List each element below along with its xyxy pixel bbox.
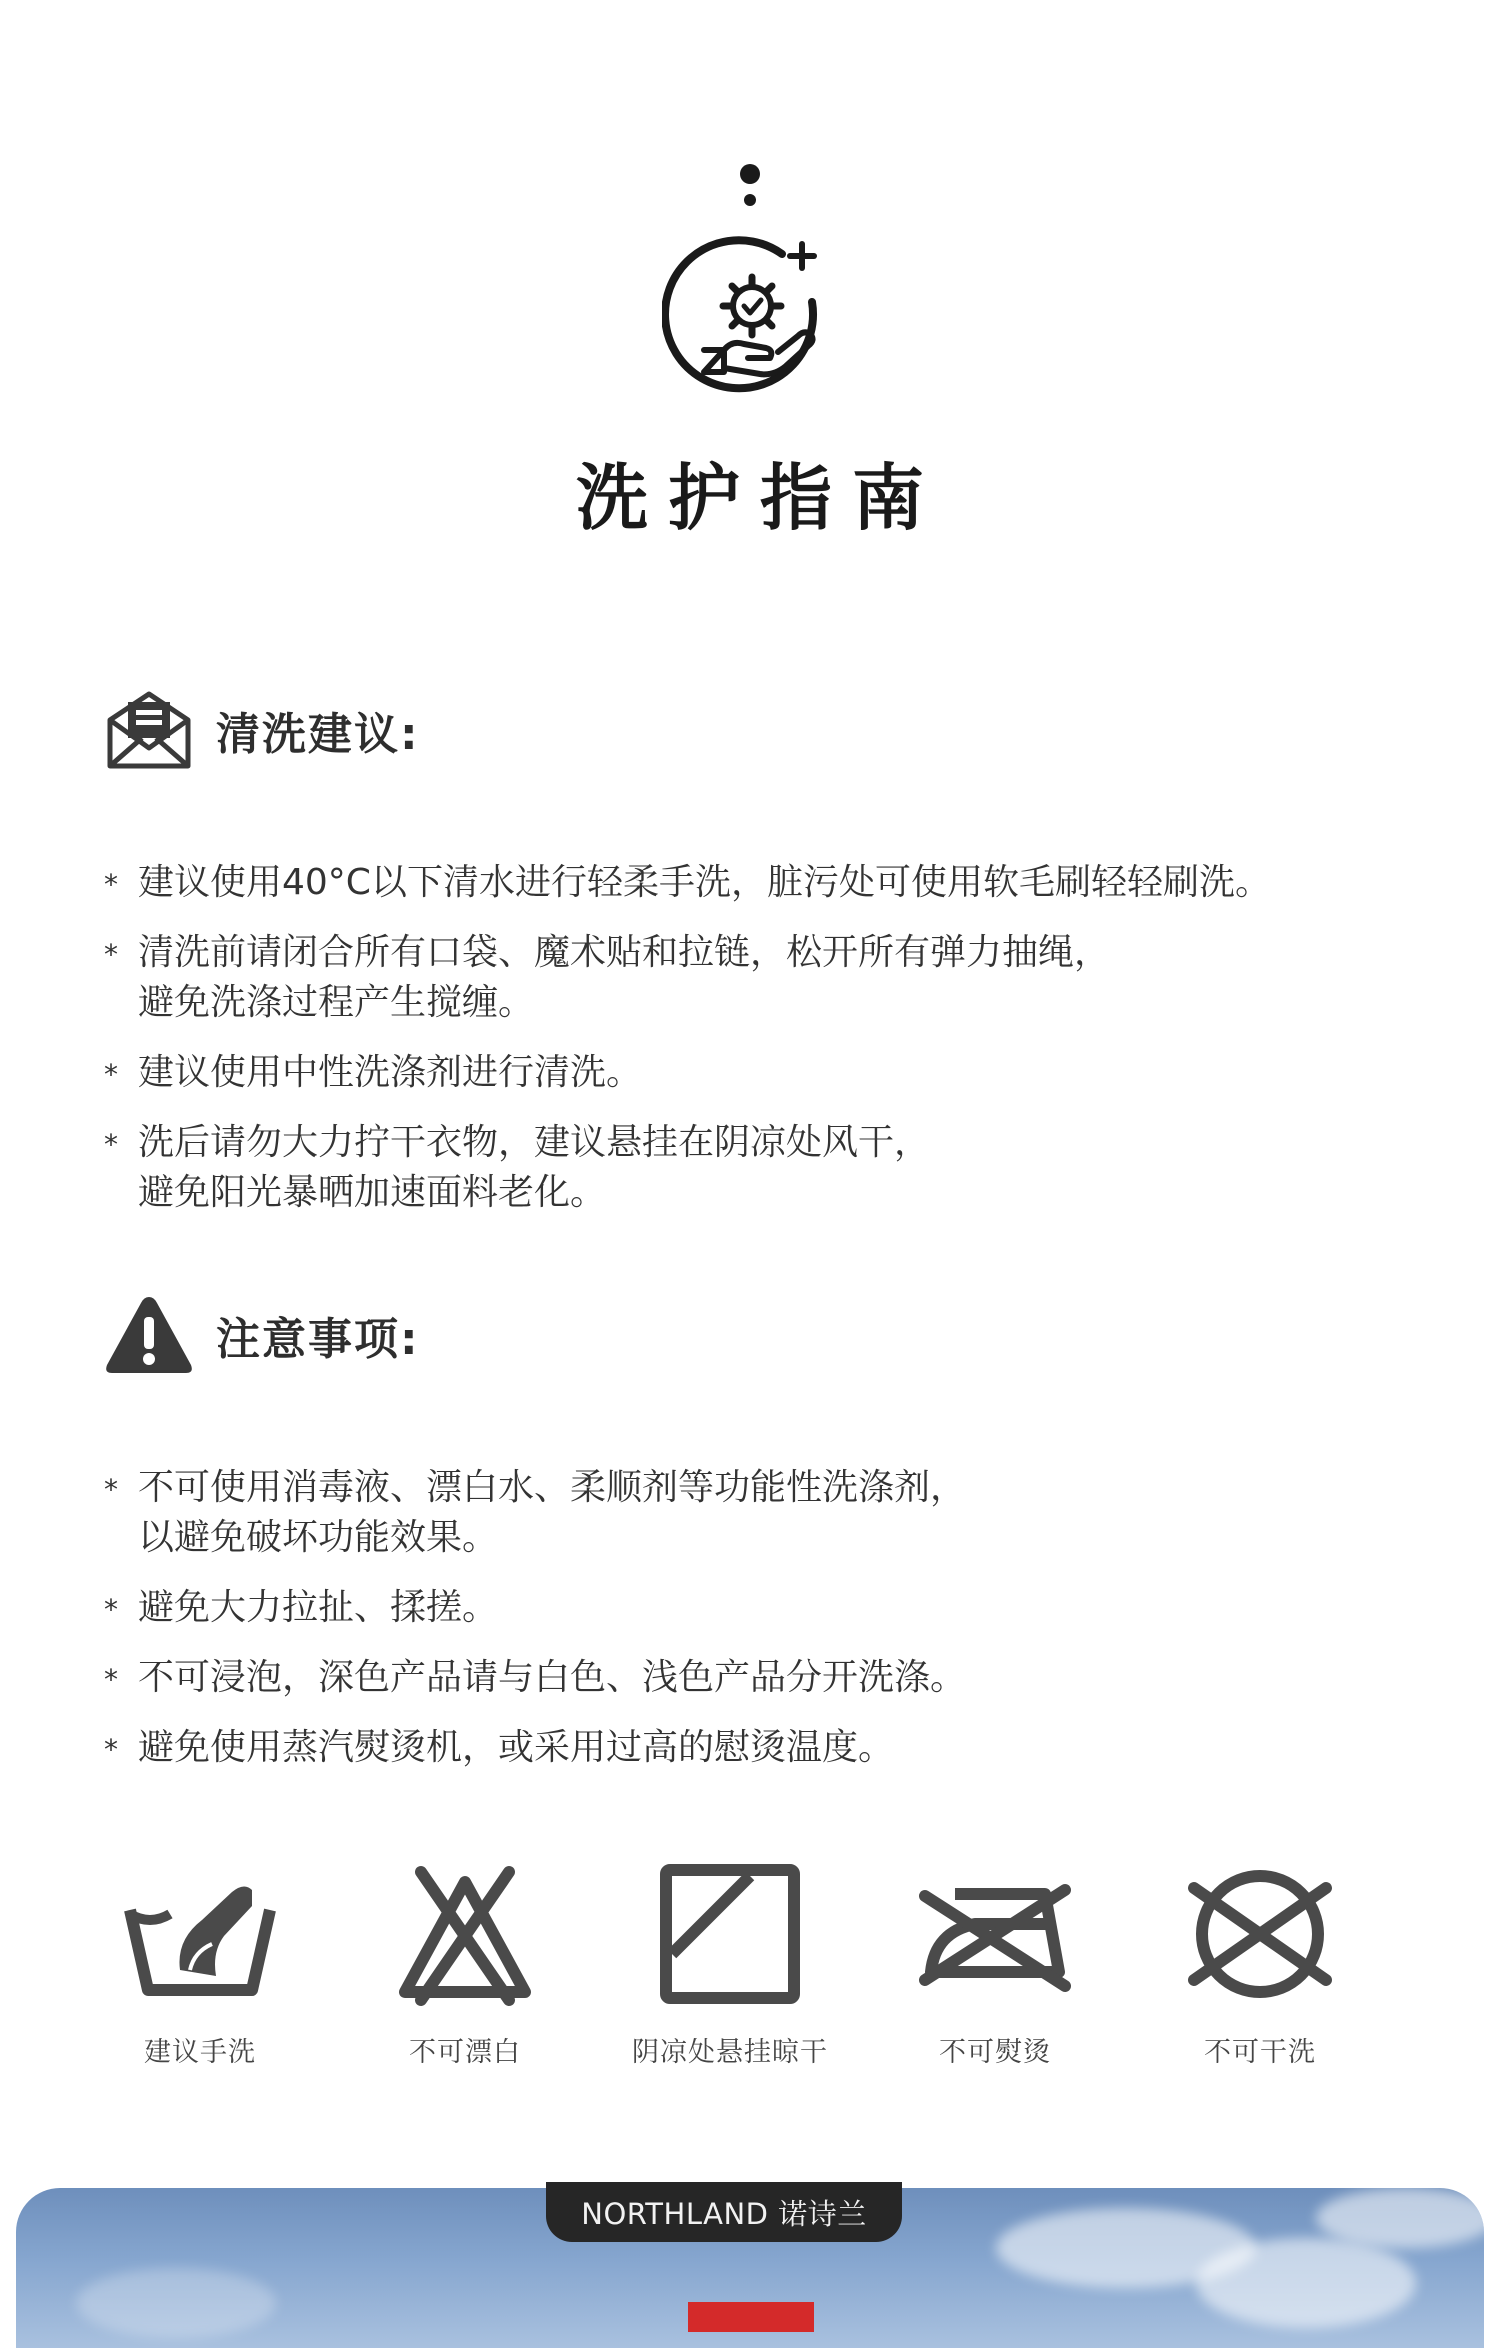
list-item xyxy=(104,928,1434,1028)
symbol-label: 阴凉处悬挂晾干 xyxy=(632,2037,828,2068)
red-accent-block xyxy=(688,2302,814,2332)
page-title: 洗护指南 xyxy=(575,456,944,540)
item-text-line: 避免大力拉扯、揉搓。 xyxy=(138,1587,499,1628)
list-item xyxy=(104,858,1434,908)
bullet-star-icon: * xyxy=(104,1733,118,1766)
decorative-dots xyxy=(738,164,762,206)
item-text-line: 不可浸泡，深色产品请与白色、浅色产品分开洗涤。 xyxy=(138,1657,967,1698)
no-dry-clean-icon xyxy=(1180,1860,1340,2010)
care-symbols-row xyxy=(90,1860,1370,2069)
brand-logo-tab: NORTHLAND 诺诗兰 xyxy=(546,2182,902,2242)
bullet-star-icon: * xyxy=(104,1128,118,1161)
wash-advice-section xyxy=(104,680,1434,1238)
bullet-star-icon: * xyxy=(104,1663,118,1696)
wash-advice-list xyxy=(104,858,1434,1218)
list-item xyxy=(104,1463,1434,1563)
symbol-label: 不可熨烫 xyxy=(939,2037,1051,2068)
bullet-star-icon: * xyxy=(104,1058,118,1091)
item-text-line: 洗后请勿大力拧干衣物，建议悬挂在阴凉处风干， xyxy=(138,1122,931,1163)
shade-line-dry-icon xyxy=(650,1860,810,2010)
item-text-line: 清洗前请闭合所有口袋、魔术贴和拉链，松开所有弹力抽绳， xyxy=(138,932,1111,973)
list-item xyxy=(104,1048,1434,1098)
care-symbol xyxy=(90,1860,310,2069)
no-iron-icon xyxy=(915,1860,1075,2010)
notice-list xyxy=(104,1463,1434,1773)
symbol-label: 不可干洗 xyxy=(1204,2037,1316,2068)
section-header xyxy=(104,680,1434,780)
section-header xyxy=(104,1285,1434,1385)
bullet-star-icon: * xyxy=(104,868,118,901)
item-text-line: 建议使用40°C以下清水进行轻柔手洗，脏污处可使用软毛刷轻轻刷洗。 xyxy=(138,862,1271,903)
bullet-star-icon: * xyxy=(104,938,118,971)
care-symbol xyxy=(1150,1860,1370,2069)
care-symbol xyxy=(355,1860,575,2069)
item-text-line: 以避免破坏功能效果。 xyxy=(138,1517,499,1558)
symbol-label: 不可漂白 xyxy=(409,2037,521,2068)
bullet-star-icon: * xyxy=(104,1473,118,1506)
dot-small xyxy=(744,194,756,206)
warning-icon xyxy=(104,1290,194,1380)
hand-wash-icon xyxy=(120,1860,280,2010)
item-text-line: 避免使用蒸汽熨烫机，或采用过高的慰烫温度。 xyxy=(138,1727,895,1768)
item-text-line: 避免洗涤过程产生搅缠。 xyxy=(138,982,535,1023)
dot-large xyxy=(740,164,760,184)
section-heading: 清洗建议: xyxy=(216,709,420,760)
list-item xyxy=(104,1653,1434,1703)
no-bleach-icon xyxy=(385,1860,545,2010)
list-item xyxy=(104,1583,1434,1633)
notice-section xyxy=(104,1285,1434,1793)
envelope-icon xyxy=(104,685,194,775)
care-hand-gear-icon xyxy=(662,232,842,412)
list-item xyxy=(104,1118,1434,1218)
symbol-label: 建议手洗 xyxy=(144,2037,256,2068)
bullet-star-icon: * xyxy=(104,1593,118,1626)
list-item xyxy=(104,1723,1434,1773)
care-symbol xyxy=(885,1860,1105,2069)
item-text-line: 建议使用中性洗涤剂进行清洗。 xyxy=(138,1052,643,1093)
item-text-line: 不可使用消毒液、漂白水、柔顺剂等功能性洗涤剂， xyxy=(138,1467,967,1508)
section-heading: 注意事项: xyxy=(216,1314,420,1365)
care-symbol xyxy=(620,1860,840,2069)
item-text-line: 避免阳光暴晒加速面料老化。 xyxy=(138,1172,607,1213)
